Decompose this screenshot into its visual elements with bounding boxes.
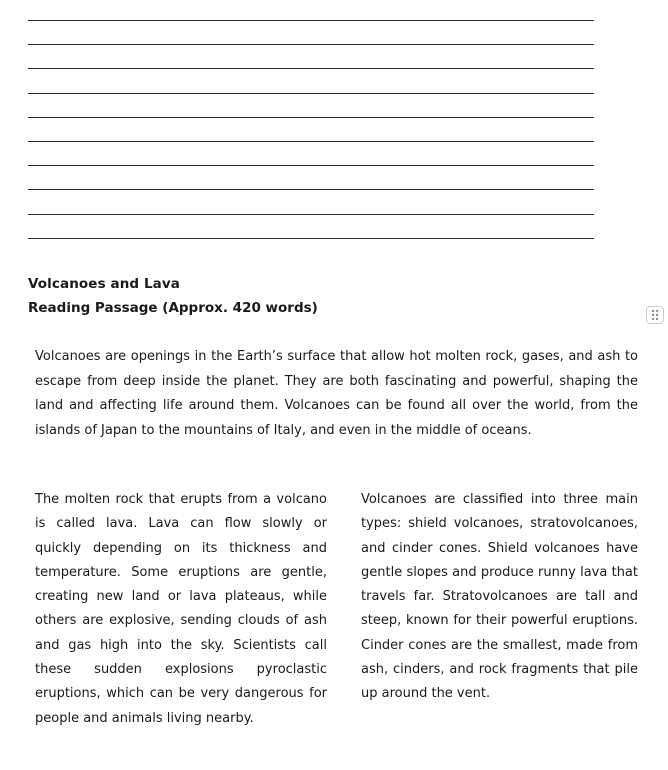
passage-subtitle: Reading Passage (Approx. 420 words) bbox=[28, 300, 318, 316]
intro-paragraph: Volcanoes are openings in the Earth’s surface that allow hot molten rock, gases, and ash to escape from deep inside the planet. They are both fascinating and powerful, shaping the land and affecting life around them. Volcanoes can be found all over the world, from the islands of Japan to the mountains of Italy, and even in the middle of oceans. bbox=[35, 349, 638, 438]
answer-line bbox=[28, 44, 594, 45]
answer-line bbox=[28, 93, 594, 94]
answer-line bbox=[28, 238, 594, 239]
passage-title: Volcanoes and Lava bbox=[28, 276, 181, 292]
answer-line bbox=[28, 165, 594, 166]
answer-line bbox=[28, 189, 594, 190]
answer-line bbox=[28, 214, 594, 215]
left-column-paragraph: The molten rock that erupts from a volcano is called lava. Lava can flow slowly or quickly depending on its thickness and temperature. Some eruptions are gentle, creating new land or lava plateaus, while others are explosive, sending clouds of ash and gas high into the sky. Scientists call these sudden explosions pyroclastic eruptions, which can be very dangerous for people and animals living nearby. bbox=[35, 492, 327, 726]
answer-line bbox=[28, 141, 594, 142]
answer-line bbox=[28, 20, 594, 21]
drag-handle[interactable] bbox=[646, 306, 664, 324]
right-column-paragraph: Volcanoes are classified into three main types: shield volcanoes, stratovolcanoes, and cinder cones. Shield volcanoes have gentle slopes and produce runny lava that travels far. Stratovolcanoes are tall and steep, known for their powerful eruptions. Cinder cones are the smallest, made from ash, cinders, and rock fragments that pile up around the vent. bbox=[361, 492, 638, 702]
drag-dots-icon bbox=[650, 309, 660, 321]
answer-line bbox=[28, 68, 594, 69]
answer-line bbox=[28, 117, 594, 118]
